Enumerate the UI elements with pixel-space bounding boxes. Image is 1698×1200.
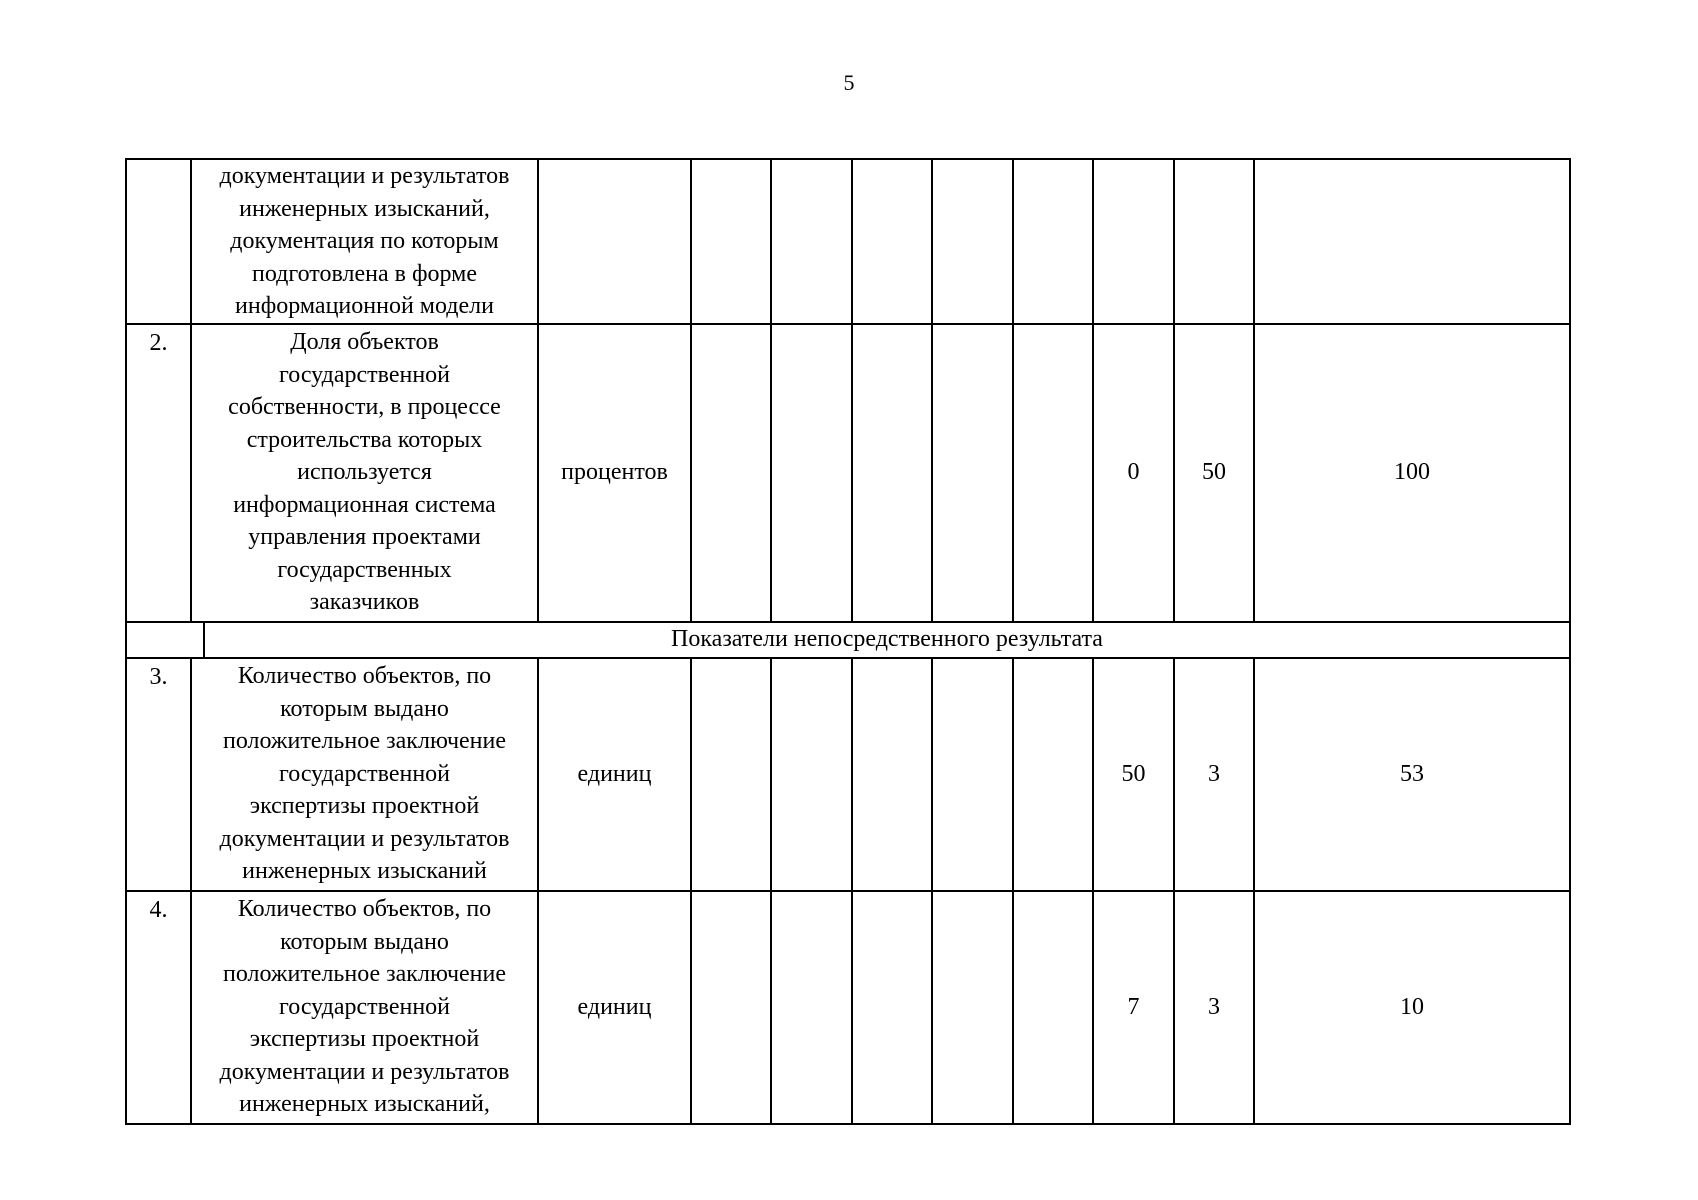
name-line: документации и результатов [219, 825, 510, 852]
empty-cell [1013, 324, 1093, 622]
value-cell: 50 [1093, 658, 1174, 891]
total-cell [1254, 159, 1570, 324]
value-cell: 0 [1093, 324, 1174, 622]
unit-cell [538, 159, 691, 324]
unit-cell: единиц [538, 891, 691, 1124]
value-cell: 3 [1174, 891, 1254, 1124]
empty-cell [771, 891, 852, 1124]
name-line: управления проектами [248, 524, 481, 551]
name-line: государственной [278, 760, 451, 787]
total-cell: 53 [1254, 658, 1570, 891]
total-cell: 10 [1254, 891, 1570, 1124]
empty-cell [1013, 891, 1093, 1124]
indicator-name [191, 658, 538, 891]
empty-cell [771, 658, 852, 891]
row-number: 3. [126, 658, 191, 891]
name-line: положительное заключение [222, 728, 507, 755]
table-row [126, 324, 1570, 622]
indicator-name [191, 324, 538, 622]
row-number: 4. [126, 891, 191, 1124]
name-line: инженерных изысканий, [239, 1091, 490, 1118]
name-line: государственной [278, 993, 451, 1020]
empty-cell [1013, 658, 1093, 891]
name-line: Количество объектов, по [237, 896, 492, 923]
name-line: положительное заключение [222, 961, 507, 988]
name-line: строительства которых [246, 426, 483, 453]
value-cell: 7 [1093, 891, 1174, 1124]
value-cell [1174, 159, 1254, 324]
empty-cell [932, 324, 1013, 622]
row-number: 2. [126, 324, 191, 622]
name-line: собственности, в процессе [228, 394, 501, 421]
empty-cell [852, 891, 932, 1124]
section-gap [127, 623, 205, 657]
empty-cell [852, 159, 932, 324]
empty-cell [771, 324, 852, 622]
empty-cell [852, 324, 932, 622]
empty-cell [771, 159, 852, 324]
indicator-name [191, 891, 538, 1124]
name-line: подготовлена в форме [252, 260, 477, 287]
name-line: которым выдано [280, 928, 449, 955]
row-number [126, 159, 191, 324]
empty-cell [691, 159, 771, 324]
empty-cell [932, 159, 1013, 324]
name-line: используется [297, 459, 432, 486]
name-line: Доля объектов [290, 329, 439, 356]
name-line: инженерных изысканий, [239, 195, 490, 222]
name-line: государственных [277, 556, 452, 583]
name-line: информационная система [233, 491, 496, 518]
unit-cell: единиц [538, 658, 691, 891]
name-line: инженерных изысканий [242, 858, 487, 885]
value-cell [1093, 159, 1174, 324]
empty-cell [1013, 159, 1093, 324]
empty-cell [932, 658, 1013, 891]
table-row [126, 159, 1570, 324]
table-row [126, 658, 1570, 891]
name-line: документации и результатов [219, 1058, 510, 1085]
name-line: экспертизы проектной [249, 1026, 480, 1053]
section-header-row [126, 622, 1570, 658]
name-line: информационной модели [235, 293, 494, 319]
empty-cell [691, 891, 771, 1124]
indicator-name [191, 159, 538, 324]
value-cell: 50 [1174, 324, 1254, 622]
page-number: 5 [843, 70, 855, 95]
empty-cell [932, 891, 1013, 1124]
name-line: заказчиков [309, 589, 420, 616]
name-line: документация по которым [230, 228, 499, 254]
total-cell: 100 [1254, 324, 1570, 622]
unit-cell: процентов [538, 324, 691, 622]
section-header-cell [126, 622, 1570, 658]
name-line: государственной [278, 361, 451, 388]
indicators-table [125, 158, 1571, 1125]
name-line: экспертизы проектной [249, 793, 480, 820]
empty-cell [691, 324, 771, 622]
name-line: которым выдано [280, 695, 449, 722]
section-title: Показатели непосредственного результата [671, 626, 1103, 653]
name-line: документации и результатов [219, 163, 510, 189]
empty-cell [852, 658, 932, 891]
value-cell: 3 [1174, 658, 1254, 891]
empty-cell [691, 658, 771, 891]
table-row [126, 891, 1570, 1124]
name-line: Количество объектов, по [237, 663, 492, 690]
